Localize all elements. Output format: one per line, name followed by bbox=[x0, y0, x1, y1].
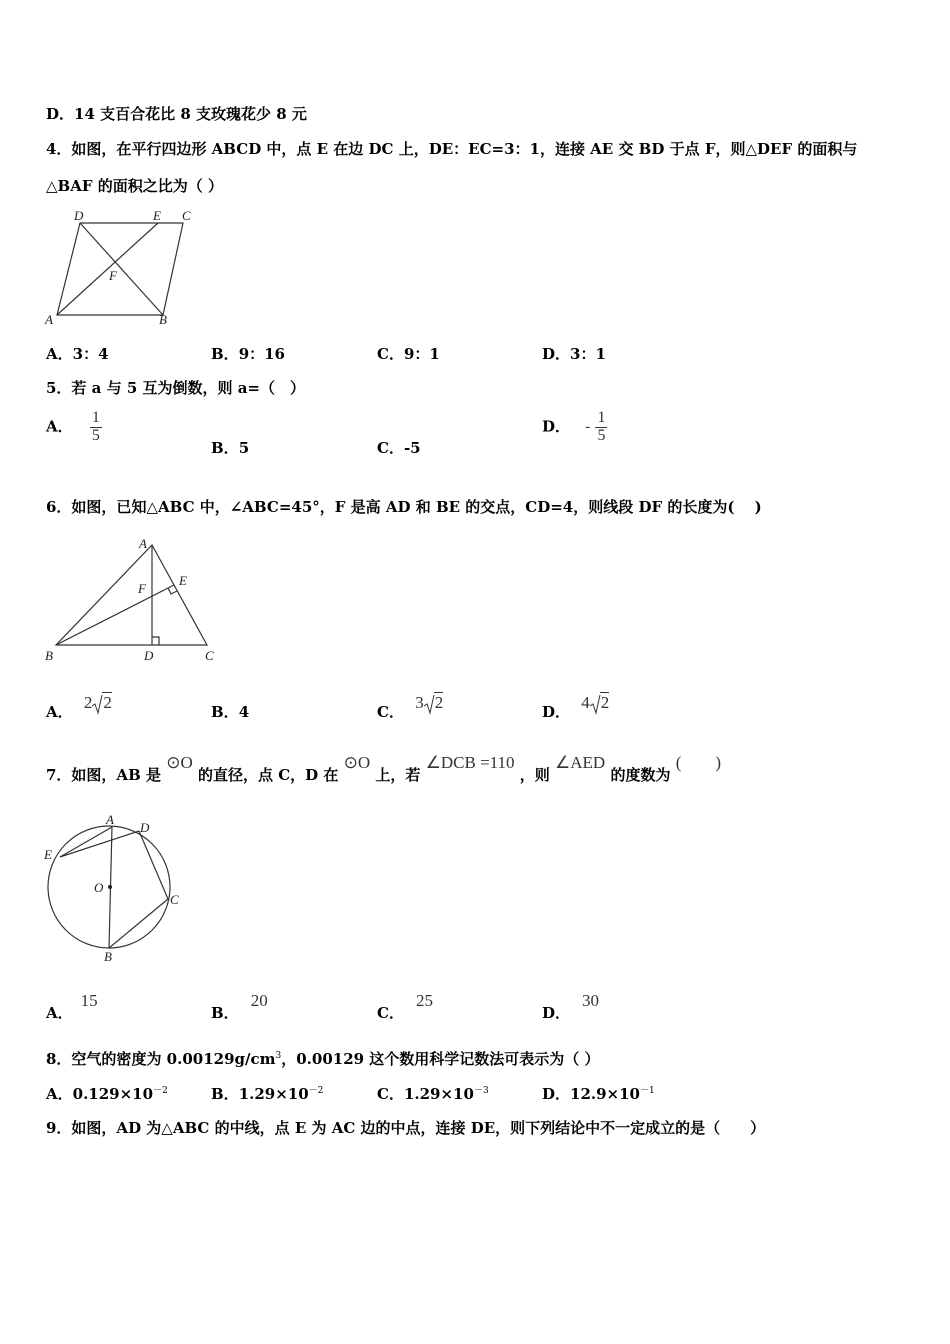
q7-option-c[interactable]: C．25 bbox=[377, 991, 433, 1022]
q6-triangle-figure bbox=[40, 533, 230, 668]
q7-answer-paren: ( ) bbox=[675, 753, 722, 772]
q4-label-c: C bbox=[182, 208, 191, 223]
q4-label-a: A bbox=[45, 312, 53, 327]
q5-option-d-fraction: $\frac{1}{5}$ bbox=[597, 409, 606, 444]
q4-label-b: B bbox=[159, 312, 167, 327]
q3-option-d: D．14 支百合花比 8 支玫瑰花少 8 元 bbox=[46, 105, 307, 123]
q4-label-d: D bbox=[74, 208, 84, 223]
q6-label-b: B bbox=[45, 648, 53, 663]
q7-angle-dcb: ∠DCB =110 bbox=[425, 753, 515, 772]
q6-option-d[interactable]: D． 4 2 bbox=[542, 693, 610, 721]
q7-circle-o-1: ⊙O bbox=[166, 753, 193, 772]
q7-circle-figure bbox=[40, 810, 200, 970]
q7-label-d: D bbox=[140, 820, 150, 835]
q7-label-b: B bbox=[104, 949, 112, 964]
q4-label-e: E bbox=[153, 208, 161, 223]
q6-option-d-sqrt: 2 bbox=[590, 693, 610, 713]
q6-option-a-sqrt: 2 bbox=[92, 693, 112, 713]
q7-circle-o-2: ⊙O bbox=[343, 753, 371, 772]
q4-label-f: F bbox=[109, 268, 117, 283]
q5-option-c[interactable]: C．-5 bbox=[377, 439, 421, 457]
q6-label-d: D bbox=[144, 648, 154, 663]
q7-label-c: C bbox=[170, 892, 179, 907]
q7-stem: 7．如图，AB 是 ⊙O 的直径，点 C，D 在 ⊙O 上，若 ∠DCB =110 ，则 ∠AED 的度数为 ( ) bbox=[46, 753, 722, 784]
q4-stem-line2: △BAF 的面积之比为（ ） bbox=[46, 177, 223, 195]
q4-parallelogram-figure bbox=[40, 203, 210, 333]
q4-option-c[interactable]: C．9：1 bbox=[377, 345, 440, 363]
q6-label-f: F bbox=[138, 581, 146, 596]
q5-option-a[interactable]: A． $\frac{1}{5}$ bbox=[46, 409, 100, 444]
q8-option-c[interactable]: C．$1.29\times 10^{-3}$ bbox=[377, 1085, 489, 1103]
q8-option-b[interactable]: B．$1.29\times 10^{-2}$ bbox=[211, 1085, 324, 1103]
q7-label-e: E bbox=[44, 847, 52, 862]
q6-option-c[interactable]: C． 3 2 bbox=[377, 693, 444, 721]
q4-stem-line1: 4．如图，在平行四边形 ABCD 中，点 E 在边 DC 上，DE：EC=3：1，连接 AE 交 BD 于点 F，则△DEF 的面积与 bbox=[46, 140, 858, 158]
q8-option-d[interactable]: D．$12.9\times 10^{-1}$ bbox=[542, 1085, 655, 1103]
q6-stem: 6．如图，已知△ABC 中，∠ABC=45°，F 是高 AD 和 BE 的交点，CD=4，则线段 DF 的长度为( ) bbox=[46, 498, 762, 516]
q8-stem: 8．空气的密度为 $0.00129g/cm^3$，0.00129 这个数用科学记数法可表示为（ ） bbox=[46, 1050, 600, 1068]
q7-angle-aed: ∠AED bbox=[555, 753, 606, 772]
q5-stem: 5．若 a 与 5 互为倒数，则 a=（ ） bbox=[46, 379, 305, 397]
q6-label-e: E bbox=[179, 573, 187, 588]
q7-option-b[interactable]: B．20 bbox=[211, 991, 268, 1022]
q6-option-a[interactable]: A． 2 2 bbox=[46, 693, 112, 721]
q7-option-a[interactable]: A．15 bbox=[46, 991, 98, 1022]
q7-option-d[interactable]: D．30 bbox=[542, 991, 600, 1022]
q4-option-d[interactable]: D．3：1 bbox=[542, 345, 606, 363]
q8-option-a[interactable]: A．$0.129\times 10^{-2}$ bbox=[46, 1085, 168, 1103]
q6-option-c-sqrt: 2 bbox=[424, 693, 444, 713]
q6-option-b[interactable]: B．4 bbox=[211, 703, 250, 721]
q7-label-a: A bbox=[106, 812, 114, 827]
q5-option-a-fraction: $\frac{1}{5}$ bbox=[91, 409, 100, 444]
q9-stem: 9．如图，AD 为△ABC 的中线，点 E 为 AC 边的中点，连接 DE，则下列结论中不一定成立的是（ ） bbox=[46, 1119, 766, 1137]
q7-label-o: O bbox=[94, 880, 104, 895]
q4-option-a[interactable]: A．3：4 bbox=[46, 345, 109, 363]
q6-label-c: C bbox=[205, 648, 214, 663]
q5-option-d[interactable]: D． - $\frac{1}{5}$ bbox=[542, 409, 606, 444]
q6-label-a: A bbox=[139, 536, 147, 551]
q5-option-b[interactable]: B．5 bbox=[211, 439, 250, 457]
q4-option-b[interactable]: B．9：16 bbox=[211, 345, 285, 363]
